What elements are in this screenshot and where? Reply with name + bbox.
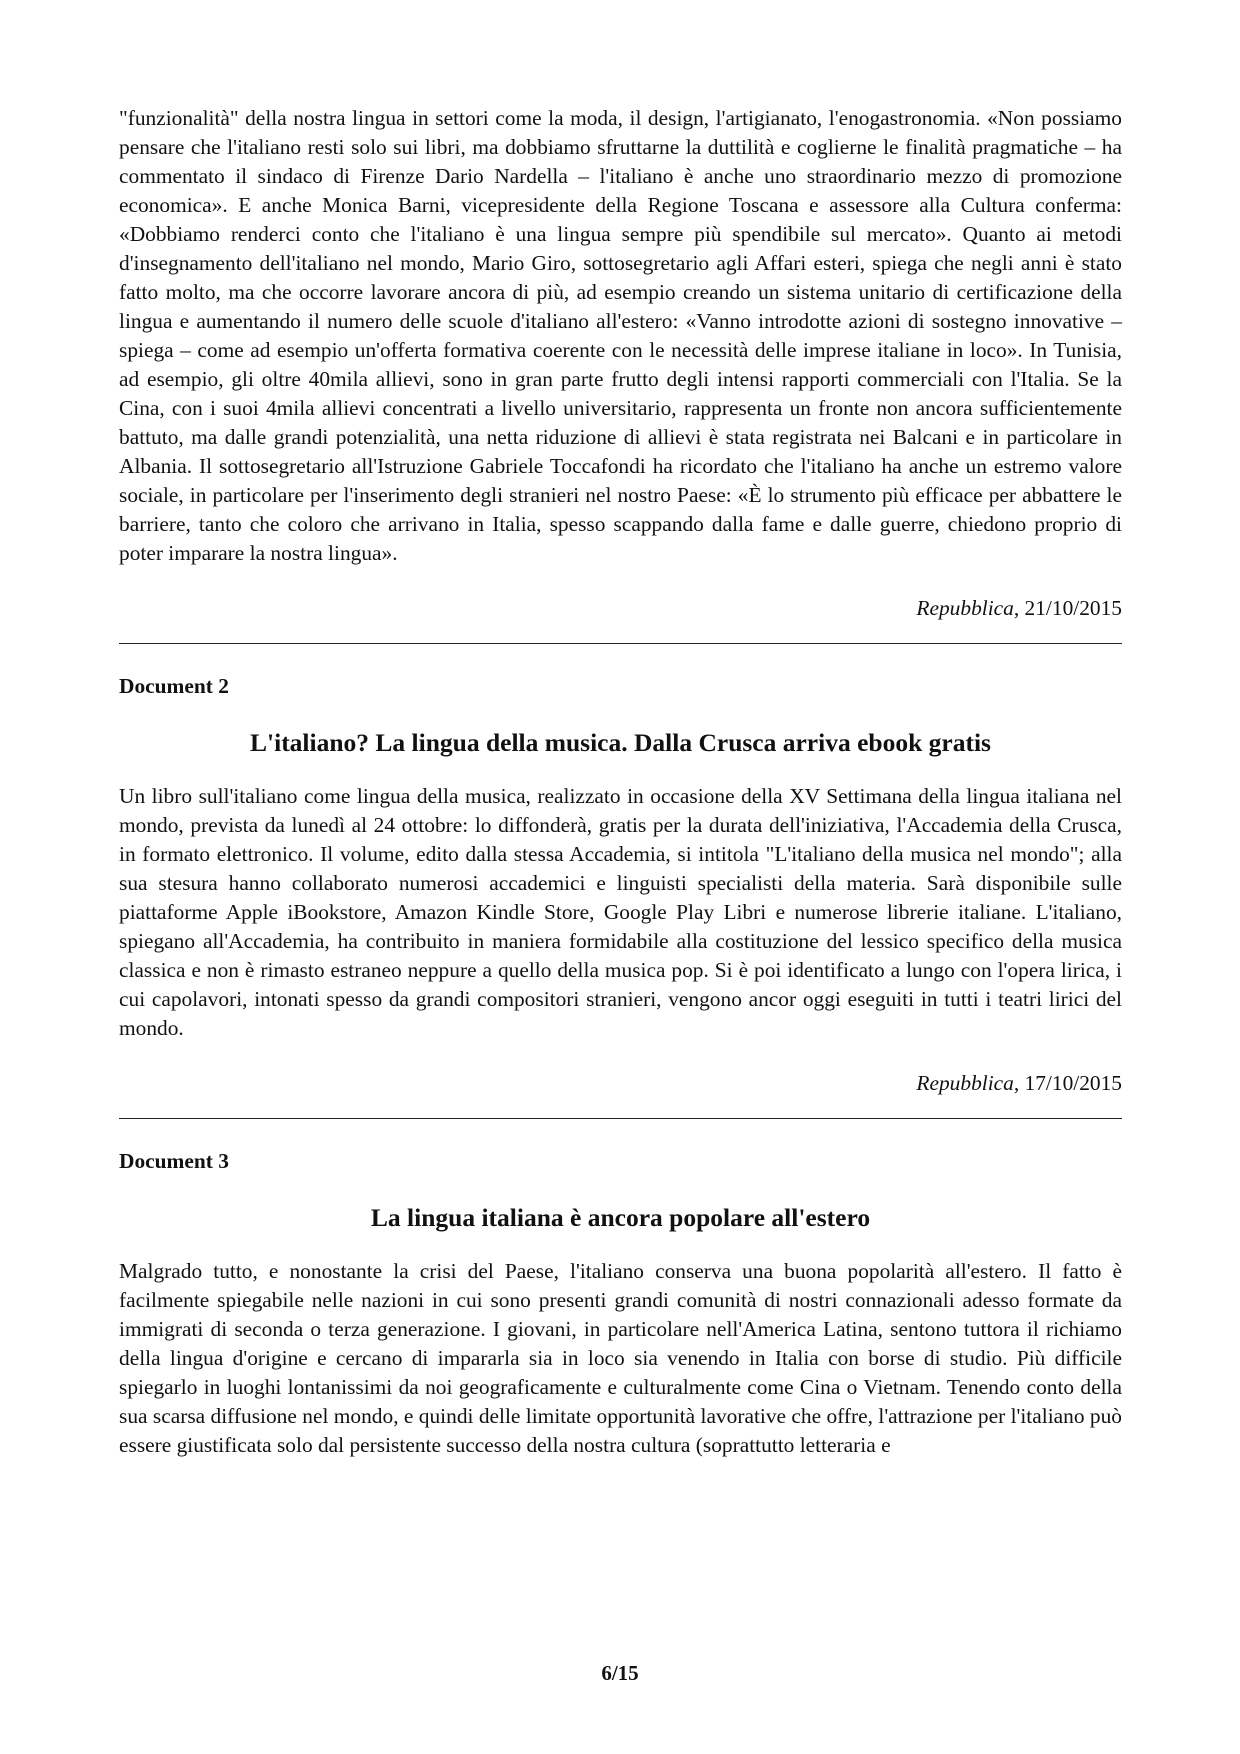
document-2-label: Document 2 <box>119 674 229 698</box>
intro-source-name: Repubblica <box>916 596 1014 620</box>
document-3-label: Document 3 <box>119 1149 229 1173</box>
section-divider <box>119 1118 1122 1119</box>
document-2-source <box>119 1069 1122 1098</box>
document-3-paragraph: Malgrado tutto, e nonostante la crisi del Paese, l'italiano conserva una buona popolarità all'estero. Il fatto è facilmente spiegabile nelle nazioni in cui sono presenti grandi comunità di nostri connazionali adesso formate da immigrati di seconda o terza generazione. I giovani, in particolare nell'America Latina, sentono tuttora il richiamo della lingua d'origine e cercano di impararla sia in loco sia venendo in Italia con borse di studio. Più difficile spiegarlo in luoghi lontanissimi da noi geograficamente e culturalmente come Cina o Vietnam. Tenendo conto della sua scarsa diffusione nel mondo, e quindi delle limitate opportunità lavorative che offre, l'attrazione per l'italiano può essere giustificata solo dal persistente successo della nostra cultura (soprattutto letteraria e <box>119 1259 1122 1457</box>
intro-source <box>119 594 1122 623</box>
section-divider <box>119 643 1122 644</box>
intro-source-date: , 21/10/2015 <box>1013 596 1122 620</box>
page-number: 6/15 <box>601 1661 639 1685</box>
document-page <box>119 104 1122 1460</box>
document-2-paragraph: Un libro sull'italiano come lingua della musica, realizzato in occasione della XV Settimana della lingua italiana nel mondo, prevista da lunedì al 24 ottobre: lo diffonderà, gratis per la durata dell'iniziativa, l'Accademia della Crusca, in formato elettronico. Il volume, edito dalla stessa Accademia, si intitola "L'italiano della musica nel mondo"; alla sua stesura hanno collaborato numerosi accademici e linguisti specialisti della materia. Sarà disponibile sulle piattaforme Apple iBookstore, Amazon Kindle Store, Google Play Libri e numerose librerie italiane. L'italiano, spiegano all'Accademia, ha contribuito in maniera formidabile alla costituzione del lessico specifico della musica classica e non è rimasto estraneo neppure a quello della musica pop. Si è poi identificato a lungo con l'opera lirica, i cui capolavori, intonati spesso da grandi compositori stranieri, vengono ancor oggi eseguiti in tutti i teatri lirici del mondo. <box>119 784 1122 1040</box>
document-2-source-name: Repubblica <box>916 1071 1014 1095</box>
intro-paragraph: "funzionalità" della nostra lingua in settori come la moda, il design, l'artigianato, l'enogastronomia. «Non possiamo pensare che l'italiano resti solo sui libri, ma dobbiamo sfruttarne la duttilità e coglierne le finalità pragmatiche – ha commentato il sindaco di Firenze Dario Nardella – l'italiano è anche uno straordinario mezzo di promozione economica». E anche Monica Barni, vicepresidente della Regione Toscana e assessore alla Cultura conferma: «Dobbiamo renderci conto che l'italiano è una lingua sempre più spendibile sul mercato». Quanto ai metodi d'insegnamento dell'italiano nel mondo, Mario Giro, sottosegretario agli Affari esteri, spiega che negli anni è stato fatto molto, ma che occorre lavorare ancora di più, ad esempio creando un sistema unitario di certificazione della lingua e aumentando il numero delle scuole d'italiano all'estero: «Vanno introdotte azioni di sostegno innovative – spiega – come ad esempio un'offerta formativa coerente con le necessità delle imprese italiane in loco». In Tunisia, ad esempio, gli oltre 40mila allievi, sono in gran parte frutto degli intensi rapporti commerciali con l'Italia. Se la Cina, con i suoi 4mila allievi concentrati a livello universitario, rappresenta un fronte non ancora sufficientemente battuto, ma dalle grandi potenzialità, una netta riduzione di allievi è stata registrata nei Balcani e in particolare in Albania. Il sottosegretario all'Istruzione Gabriele Toccafondi ha ricordato che l'italiano ha anche un estremo valore sociale, in particolare per l'inserimento degli stranieri nel nostro Paese: «È lo strumento più efficace per abbattere le barriere, tanto che coloro che arrivano in Italia, spesso scappando dalla fame e dalle guerre, chiedono proprio di poter imparare la nostra lingua». <box>119 106 1122 565</box>
document-2-source-date: , 17/10/2015 <box>1013 1071 1122 1095</box>
document-3-title: La lingua italiana è ancora popolare all'estero <box>370 1203 871 1232</box>
document-2-title: L'italiano? La lingua della musica. Dalla Crusca arriva ebook gratis <box>250 728 991 757</box>
